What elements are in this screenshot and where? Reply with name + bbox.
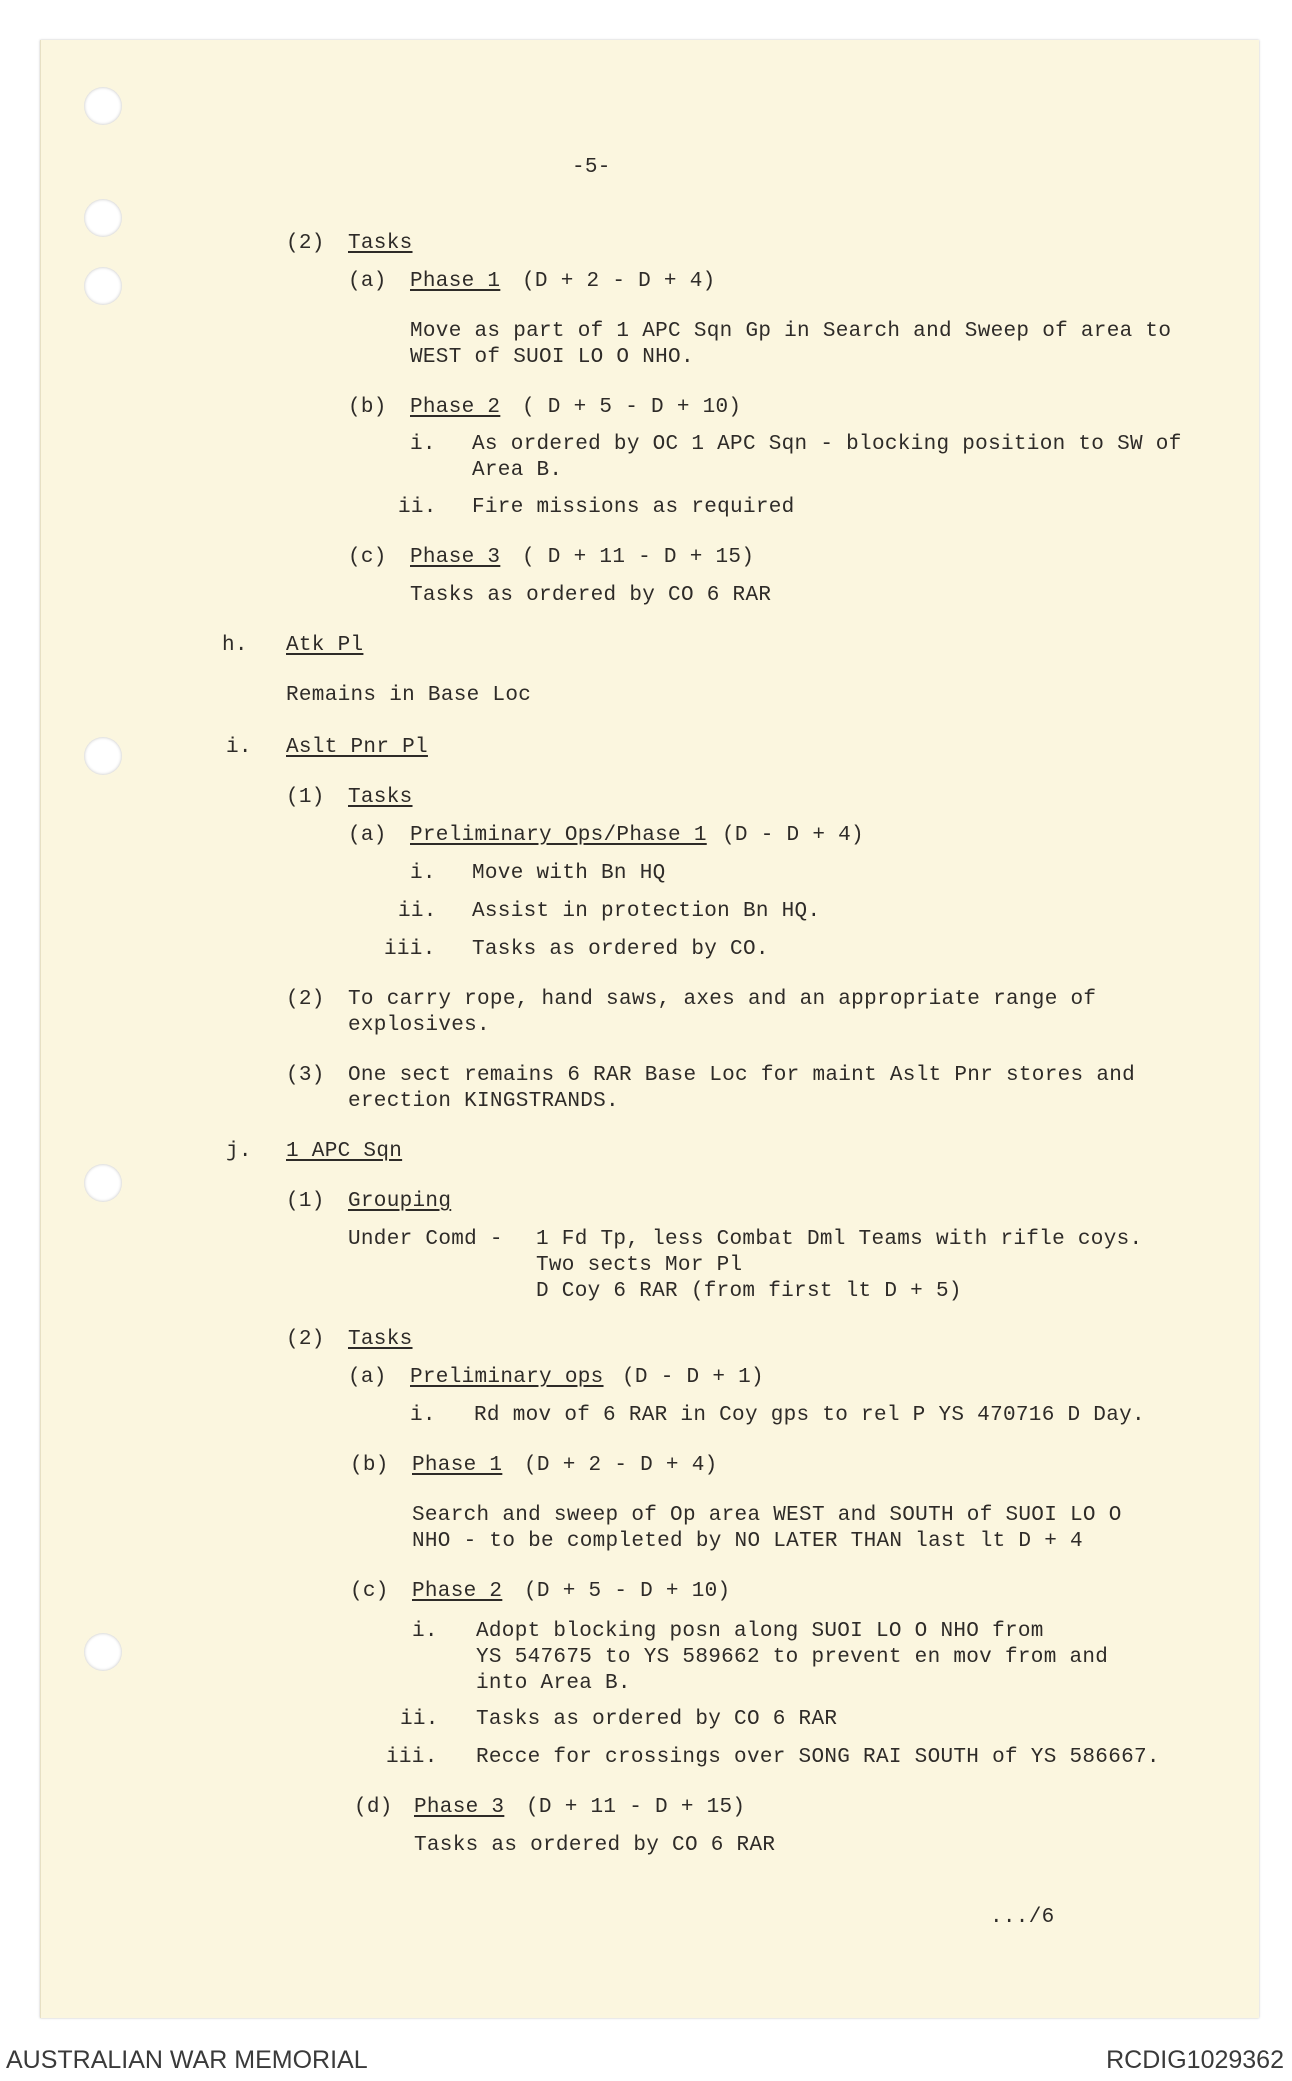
body-text: Recce for crossings over SONG RAI SOUTH of YS 586667. (476, 1746, 1160, 1769)
phase-title: Phase 2 (410, 396, 501, 419)
phase-range: ( D + 11 - D + 15) (522, 546, 755, 569)
para-number: (2) (286, 988, 325, 1011)
footer-archive-name: AUSTRALIAN WAR MEMORIAL (6, 2046, 368, 2074)
body-text: Assist in protection Bn HQ. (472, 900, 821, 923)
item-number: iii. (384, 938, 436, 961)
body-text: Area B. (472, 459, 563, 482)
body-text: Two sects Mor Pl (536, 1254, 743, 1277)
body-text: Adopt blocking posn along SUOI LO O NHO from (476, 1620, 1044, 1643)
subpara-label: (a) (348, 270, 387, 293)
phase-range: (D + 2 - D + 4) (524, 1454, 718, 1477)
phase-range: (D + 11 - D + 15) (526, 1796, 746, 1819)
item-number: iii. (386, 1746, 438, 1769)
body-text: As ordered by OC 1 APC Sqn - blocking position to SW of (472, 433, 1182, 456)
body-text: YS 547675 to YS 589662 to prevent en mov from and (476, 1646, 1109, 1669)
grouping-label: Under Comd - (348, 1228, 503, 1251)
body-text: 1 Fd Tp, less Combat Dml Teams with rifle coys. (536, 1228, 1143, 1251)
phase-title: Preliminary ops (410, 1366, 604, 1389)
subpara-label: (a) (348, 1366, 387, 1389)
phase-range: (D - D + 1) (622, 1366, 764, 1389)
body-text: Tasks as ordered by CO 6 RAR (410, 584, 772, 607)
section-heading: Aslt Pnr Pl (286, 736, 428, 759)
para-heading: Tasks (348, 1328, 413, 1351)
phase-range: ( D + 5 - D + 10) (522, 396, 742, 419)
subpara-label: (c) (350, 1580, 389, 1603)
item-number: ii. (398, 900, 437, 923)
phase-title: Phase 2 (412, 1580, 503, 1603)
para-number: (2) (286, 232, 325, 255)
para-number: (2) (286, 1328, 325, 1351)
subpara-label: (d) (354, 1796, 393, 1819)
para-number: (1) (286, 1190, 325, 1213)
phase-range: (D + 2 - D + 4) (522, 270, 716, 293)
phase-title: Preliminary Ops/Phase 1 (410, 824, 707, 847)
body-text: D Coy 6 RAR (from first lt D + 5) (536, 1280, 962, 1303)
phase-title: Phase 3 (414, 1796, 505, 1819)
body-text: Rd mov of 6 RAR in Coy gps to rel P YS 470716 D Day. (474, 1404, 1145, 1427)
item-number: i. (410, 433, 436, 456)
body-text: One sect remains 6 RAR Base Loc for maint Aslt Pnr stores and (348, 1064, 1136, 1087)
phase-range: (D + 5 - D + 10) (524, 1580, 731, 1603)
body-text: erection KINGSTRANDS. (348, 1090, 619, 1113)
body-text: explosives. (348, 1014, 490, 1037)
para-number: (3) (286, 1064, 325, 1087)
body-text: NHO - to be completed by NO LATER THAN last lt D + 4 (412, 1530, 1083, 1553)
body-text: Tasks as ordered by CO 6 RAR (414, 1834, 776, 1857)
body-text: WEST of SUOI LO O NHO. (410, 346, 694, 369)
subpara-label: (c) (348, 546, 387, 569)
para-number: (1) (286, 786, 325, 809)
section-heading: 1 APC Sqn (286, 1140, 403, 1163)
subpara-label: (b) (350, 1454, 389, 1477)
punch-hole (84, 87, 122, 125)
body-text: into Area B. (476, 1672, 631, 1695)
phase-title: Phase 1 (412, 1454, 503, 1477)
para-heading: Grouping (348, 1190, 452, 1213)
body-text: Move as part of 1 APC Sqn Gp in Search and Sweep of area to (410, 320, 1172, 343)
para-heading: Tasks (348, 232, 413, 255)
footer-record-id: RCDIG1029362 (1106, 2046, 1284, 2074)
section-letter: i. (226, 736, 252, 759)
punch-hole (84, 1633, 122, 1671)
phase-title: Phase 1 (410, 270, 501, 293)
continuation-marker: .../6 (990, 1906, 1055, 1929)
item-number: ii. (398, 496, 437, 519)
body-text: Tasks as ordered by CO. (472, 938, 769, 961)
body-text: To carry rope, hand saws, axes and an appropriate range of (348, 988, 1097, 1011)
page-number: -5- (572, 156, 611, 179)
punch-hole (84, 199, 122, 237)
item-number: i. (412, 1620, 438, 1643)
punch-hole (84, 1164, 122, 1202)
subpara-label: (b) (348, 396, 387, 419)
item-number: i. (410, 1404, 436, 1427)
body-text: Fire missions as required (472, 496, 795, 519)
item-number: ii. (400, 1708, 439, 1731)
section-letter: h. (222, 634, 248, 657)
body-text: Remains in Base Loc (286, 684, 532, 707)
body-text: Search and sweep of Op area WEST and SOUTH of SUOI LO O (412, 1504, 1122, 1527)
phase-title: Phase 3 (410, 546, 501, 569)
body-text: Move with Bn HQ (472, 862, 666, 885)
punch-hole (84, 737, 122, 775)
phase-range: (D - D + 4) (722, 824, 864, 847)
subpara-label: (a) (348, 824, 387, 847)
punch-hole (84, 267, 122, 305)
item-number: i. (410, 862, 436, 885)
para-heading: Tasks (348, 786, 413, 809)
section-heading: Atk Pl (286, 634, 364, 657)
section-letter: j. (226, 1140, 252, 1163)
body-text: Tasks as ordered by CO 6 RAR (476, 1708, 838, 1731)
